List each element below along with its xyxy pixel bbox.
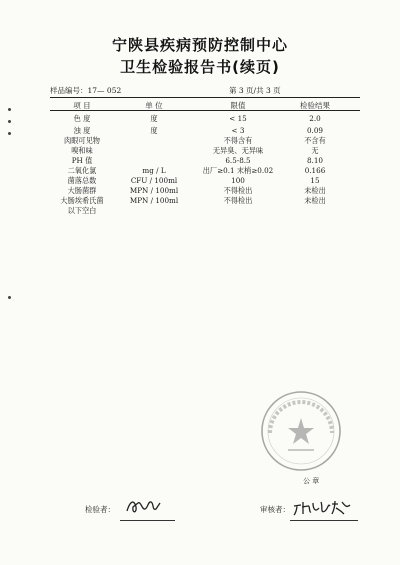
report-title: 宁陕县疾病预防控制中心 <box>111 36 288 54</box>
inspector-label: 检验者： <box>85 505 115 514</box>
cell-item: 大肠菌群 <box>67 186 97 195</box>
table-row <box>0 206 400 216</box>
cell-result: 8.10 <box>306 156 323 165</box>
cell-limit: 100 <box>231 176 245 185</box>
cell-limit: 不得检出 <box>223 186 253 195</box>
table-top-rule <box>50 97 360 98</box>
cell-result: 0.166 <box>304 166 326 175</box>
reviewer-signature <box>292 496 354 518</box>
header-result: 检验结果 <box>300 101 330 110</box>
cell-result: 未检出 <box>304 186 326 195</box>
cell-limit: < 15 <box>229 114 247 123</box>
table-header-rule <box>50 110 360 111</box>
binder-holes <box>6 0 16 565</box>
header-item: 项 目 <box>73 101 91 110</box>
cell-limit: 不得检出 <box>223 196 253 205</box>
table-row <box>0 146 400 156</box>
cell-result: 未检出 <box>304 196 326 205</box>
table-row <box>0 114 400 124</box>
cell-limit: 6.5-8.5 <box>225 156 251 165</box>
table-row <box>0 136 400 146</box>
inspector-signature-line <box>120 520 175 521</box>
cell-item: 嗅和味 <box>71 146 93 155</box>
cell-limit: 出厂≥0.1 末梢≥0.02 <box>202 166 274 175</box>
cell-limit: 无异臭、无异味 <box>212 146 264 155</box>
report-subtitle: 卫生检验报告书(续页) <box>120 58 280 76</box>
sample-number: 样品编号：17— 052 <box>50 86 122 95</box>
cell-unit: MPN / 100ml <box>129 186 179 195</box>
cell-item: 二氧化氯 <box>67 166 97 175</box>
reviewer-label: 审核者： <box>260 505 290 514</box>
cell-unit: 度 <box>150 126 158 135</box>
cell-unit: MPN / 100ml <box>129 196 179 205</box>
report-meta <box>50 85 360 97</box>
reviewer-signature-line <box>290 520 358 521</box>
cell-item: 色 度 <box>73 114 91 123</box>
table-row <box>0 166 400 176</box>
cell-item: 菌落总数 <box>67 176 97 185</box>
cell-unit: 度 <box>150 114 158 123</box>
cell-result: 0.09 <box>306 126 323 135</box>
cell-unit: CFU / 100ml <box>130 176 178 185</box>
cell-item: 以下空白 <box>67 206 97 215</box>
table-row <box>0 176 400 186</box>
cell-unit: mg / L <box>142 166 166 175</box>
cell-item: 浊 度 <box>73 126 91 135</box>
table-row <box>0 196 400 206</box>
table-row <box>0 186 400 196</box>
cell-result: 不含有 <box>304 136 326 145</box>
header-unit: 单 位 <box>145 101 163 110</box>
page-indicator: 第 3 页/共 3 页 <box>229 86 281 95</box>
table-row <box>0 126 400 136</box>
cell-result: 2.0 <box>309 114 321 123</box>
inspector-signature <box>124 495 164 517</box>
cell-result: 15 <box>310 176 320 185</box>
seal-label: 公 章 <box>303 477 320 485</box>
official-seal <box>258 388 344 474</box>
table-row <box>0 156 400 166</box>
cell-item: PH 值 <box>71 156 93 165</box>
cell-item: 肉眼可见物 <box>64 136 100 145</box>
cell-limit: 不得含有 <box>223 136 253 145</box>
cell-result: 无 <box>311 146 319 155</box>
header-limit: 限值 <box>230 101 246 110</box>
cell-item: 大肠埃希氏菌 <box>60 196 104 205</box>
cell-limit: < 3 <box>231 126 245 135</box>
